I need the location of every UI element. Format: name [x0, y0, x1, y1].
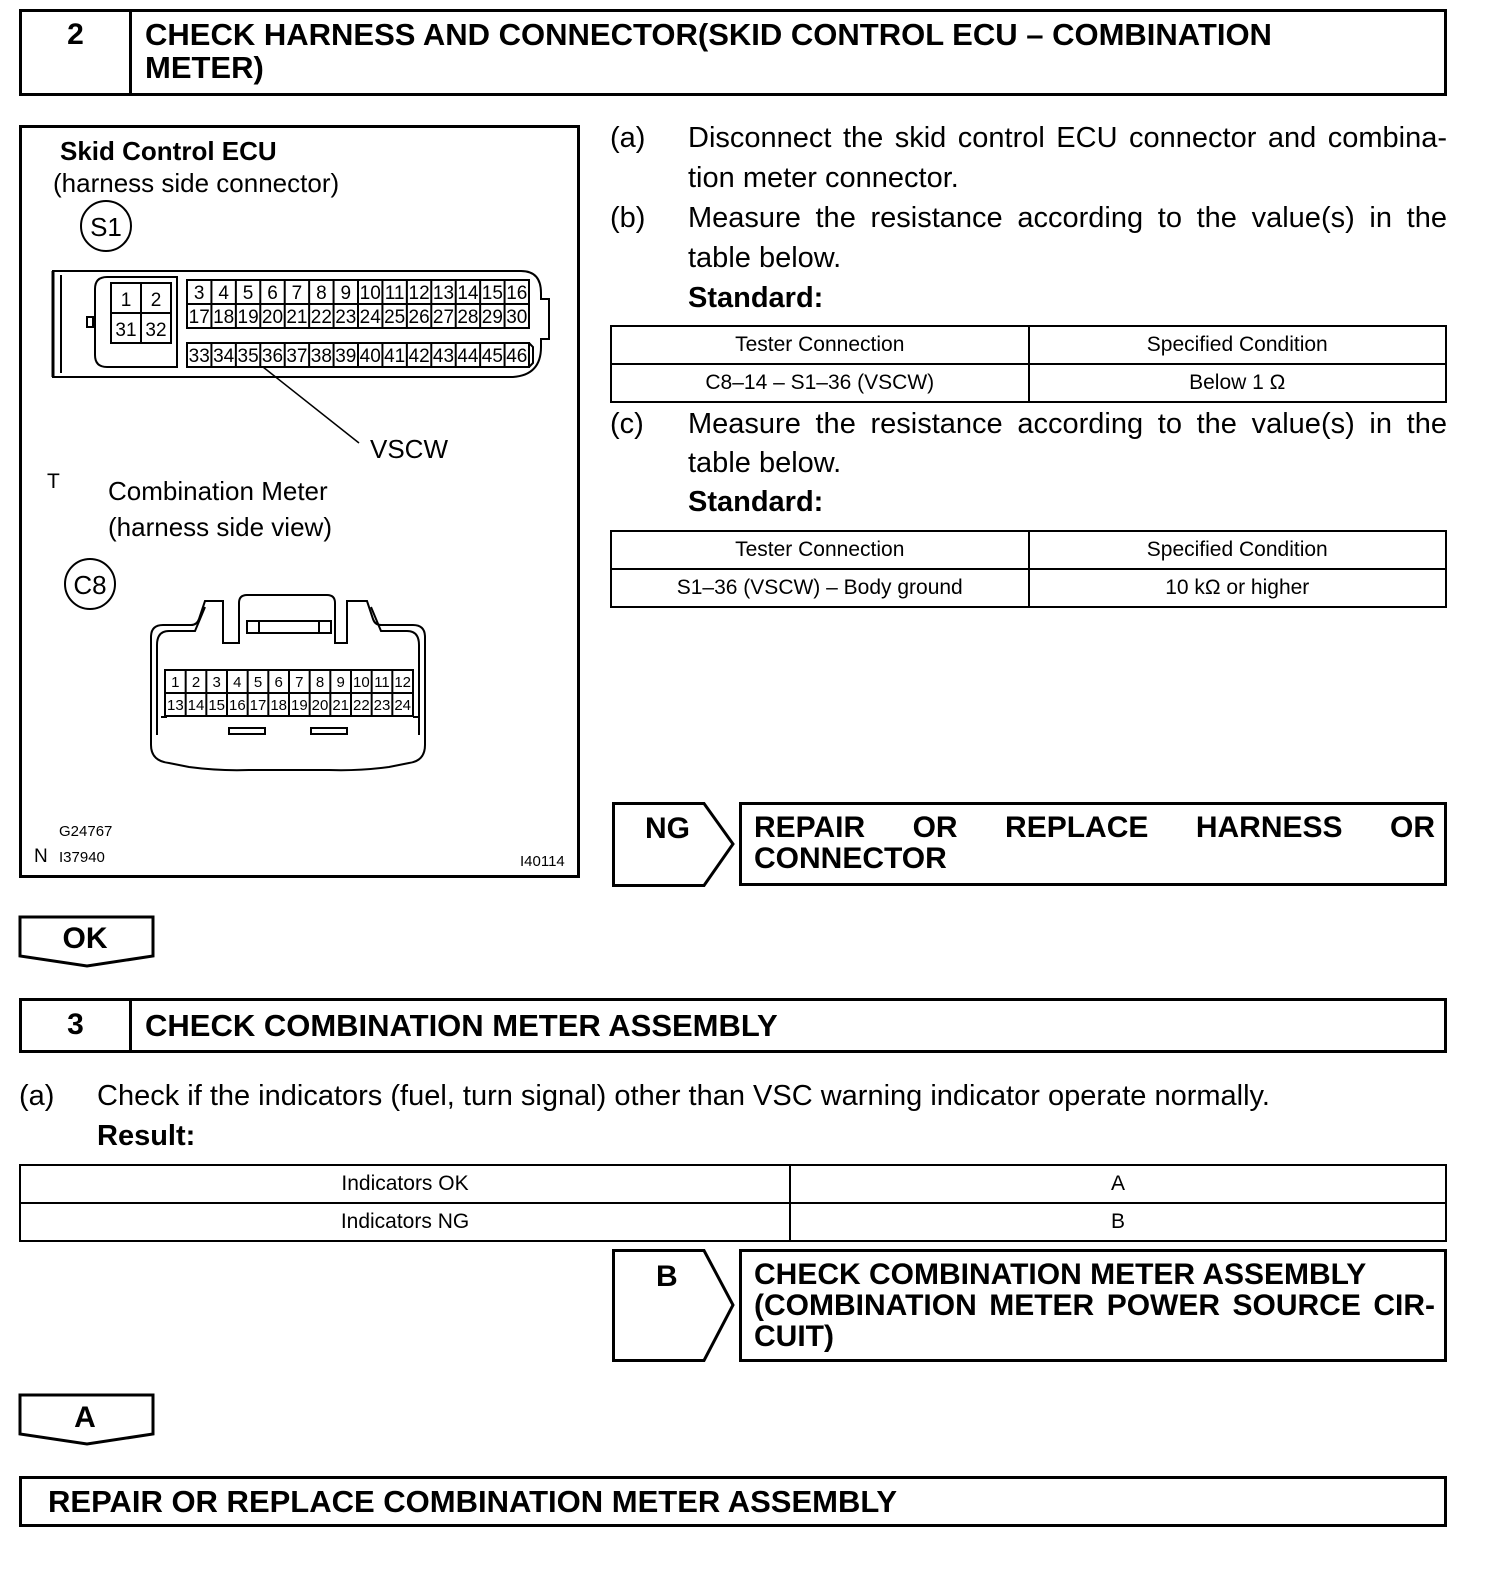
meter-code-badge [65, 559, 115, 609]
pin-number: 14 [457, 283, 479, 304]
table2-cell-condition: 10 kΩ or higher [1029, 569, 1447, 607]
pin-number: 15 [481, 283, 503, 304]
pin-number: 11 [374, 674, 390, 691]
meter-code: C8 [73, 570, 107, 600]
step-a-line1: Disconnect the skid control ECU connector and combina- [688, 122, 1447, 154]
pin-number: 17 [188, 307, 210, 328]
b-branch-tag: B [656, 1260, 678, 1293]
step-c-label: (c) [610, 408, 644, 440]
pin-number: 12 [394, 674, 412, 691]
step3-number: 3 [67, 1008, 84, 1041]
step2-title-line2: METER) [145, 50, 264, 85]
pin-number: 22 [352, 697, 370, 714]
vscw-leader-line [263, 367, 359, 443]
step3-header-divider [129, 998, 132, 1053]
ng-word-repair: REPAIR [754, 811, 866, 844]
pin-number: 36 [261, 346, 284, 367]
pin-number: 3 [193, 283, 205, 304]
pin-number: 18 [213, 307, 235, 328]
pin-number: 42 [408, 346, 430, 367]
step-a-line2: tion meter connector. [688, 162, 959, 194]
pin-number: 30 [506, 307, 528, 328]
step2-number: 2 [67, 18, 84, 51]
pin-number: 18 [270, 697, 288, 714]
pin-number: 46 [506, 346, 528, 367]
result-table [19, 1164, 1447, 1242]
ng-word-or: OR [912, 811, 958, 844]
step3-title: CHECK COMBINATION METER ASSEMBLY [145, 1008, 778, 1043]
pin-number: 33 [188, 346, 210, 367]
spec-table-1 [610, 325, 1447, 403]
ng-word-harness: HARNESS [1195, 811, 1343, 844]
ng-word-replace: REPLACE [1005, 811, 1149, 844]
pin-number: 21 [332, 697, 350, 714]
table2-header-connection: Tester Connection [611, 531, 1029, 569]
step-c-line2: table below. [688, 447, 842, 479]
pin-number: 16 [228, 697, 246, 714]
standard-label-1: Standard: [688, 282, 824, 314]
t-mark: T [47, 470, 60, 493]
pin-number: 11 [384, 283, 405, 304]
step-b-line2: table below. [688, 242, 842, 274]
b-branch-action-line3: CUIT) [754, 1320, 834, 1353]
table1-header-connection: Tester Connection [611, 326, 1029, 364]
pin-number: 31 [115, 320, 137, 341]
pin-number: 7 [295, 674, 304, 691]
ng-branch-action-line2: CONNECTOR [754, 842, 947, 875]
pin-number: 26 [408, 307, 430, 328]
ng-branch-tag: NG [645, 812, 690, 845]
pin-number: 44 [457, 346, 479, 367]
pin-number: 5 [242, 283, 254, 304]
n-mark: N [34, 846, 48, 867]
pin-number: 13 [166, 697, 184, 714]
pin-number: 32 [145, 320, 167, 341]
pin-number: 41 [384, 346, 406, 367]
diagram-ref-3: I40114 [520, 853, 565, 870]
pin-number: 7 [291, 283, 303, 304]
pin-number: 22 [310, 307, 332, 328]
result-row2-condition: Indicators NG [20, 1203, 790, 1241]
pin-number: 10 [359, 283, 381, 304]
pin-number: 27 [432, 307, 455, 328]
ecu-code: S1 [90, 212, 122, 242]
ecu-code-badge [81, 201, 131, 251]
pin-number: 15 [208, 697, 226, 714]
pin-number: 23 [335, 307, 357, 328]
pin-number: 28 [457, 307, 479, 328]
pin-number: 19 [290, 697, 308, 714]
step3-a-text: Check if the indicators (fuel, turn signal) other than VSC warning indicator operate normally. [97, 1080, 1270, 1112]
step-b-label: (b) [610, 202, 646, 234]
pin-number: 9 [336, 674, 345, 691]
meter-title: Combination Meter [108, 476, 328, 506]
b-branch-action-line1: CHECK COMBINATION METER ASSEMBLY [754, 1258, 1367, 1291]
table1-cell-connection: C8–14 – S1–36 (VSCW) [611, 364, 1029, 402]
pin-number: 35 [237, 346, 259, 367]
step-c-line1: Measure the resistance according to the value(s) in the [688, 408, 1447, 440]
vscw-label: VSCW [370, 434, 448, 464]
pin-number: 29 [481, 307, 503, 328]
a-arrow-label: A [74, 1401, 96, 1434]
pin-number: 20 [311, 697, 329, 714]
pin-number: 5 [253, 674, 263, 691]
pin-number: 10 [352, 674, 370, 691]
pin-number: 4 [218, 283, 229, 304]
table1-header-condition: Specified Condition [1029, 326, 1447, 364]
result-row1-condition: Indicators OK [20, 1165, 790, 1203]
step2-header-divider [129, 9, 132, 96]
table2-header-condition: Specified Condition [1029, 531, 1447, 569]
step-b-line1: Measure the resistance according to the value(s) in the [688, 202, 1447, 234]
diagram-ref-1: G24767 [59, 823, 113, 840]
pin-number: 34 [213, 346, 235, 367]
result-label: Result: [97, 1120, 196, 1152]
pin-number: 1 [120, 290, 132, 311]
result-row2-code: B [790, 1203, 1446, 1241]
pin-number: 17 [249, 697, 267, 714]
spec-table-2 [610, 530, 1447, 608]
pin-number: 38 [310, 346, 332, 367]
meter-subtitle: (harness side view) [108, 512, 332, 542]
pin-number: 23 [373, 697, 391, 714]
ecu-subtitle: (harness side connector) [53, 168, 340, 198]
pin-number: 40 [359, 346, 381, 367]
ecu-title: Skid Control ECU [60, 136, 277, 166]
ng-word-or-2: OR [1390, 811, 1435, 844]
pin-number: 45 [481, 346, 503, 367]
pin-number: 24 [394, 697, 412, 714]
pin-number: 3 [212, 674, 221, 691]
result-row1-code: A [790, 1165, 1446, 1203]
pin-number: 12 [408, 283, 430, 304]
pin-number: 9 [340, 283, 352, 304]
pin-number: 20 [261, 307, 284, 328]
final-action-title: REPAIR OR REPLACE COMBINATION METER ASSEMBLY [48, 1484, 898, 1519]
step2-title-line1: CHECK HARNESS AND CONNECTOR(SKID CONTROL ECU – COMBINATION [145, 17, 1272, 52]
step3-a-label: (a) [19, 1080, 55, 1112]
pin-number: 8 [315, 674, 325, 691]
table2-cell-connection: S1–36 (VSCW) – Body ground [611, 569, 1029, 607]
pin-number: 2 [150, 290, 162, 311]
pin-number: 19 [237, 307, 259, 328]
b-branch-action-line2: (COMBINATION METER POWER SOURCE CIR- [754, 1289, 1435, 1322]
table1-cell-condition: Below 1 Ω [1029, 364, 1447, 402]
pin-number: 25 [384, 307, 406, 328]
pin-number: 21 [286, 307, 308, 328]
step-a-label: (a) [610, 122, 646, 154]
pin-number: 2 [191, 674, 201, 691]
diagram-ref-2: I37940 [59, 849, 105, 866]
pin-number: 37 [286, 346, 308, 367]
pin-number: 8 [316, 283, 327, 304]
pin-number: 16 [506, 283, 528, 304]
pin-number: 24 [359, 307, 381, 328]
ok-arrow-label: OK [62, 922, 108, 955]
standard-label-2: Standard: [688, 486, 824, 518]
ng-branch-action-line1 [754, 812, 1435, 843]
pin-number: 43 [432, 346, 455, 367]
pin-number: 1 [171, 674, 180, 691]
pin-number: 6 [274, 674, 283, 691]
pin-number: 14 [187, 697, 205, 714]
pin-number: 6 [267, 283, 278, 304]
pin-number: 39 [335, 346, 357, 367]
pin-number: 13 [432, 283, 455, 304]
pin-number: 4 [233, 674, 242, 691]
